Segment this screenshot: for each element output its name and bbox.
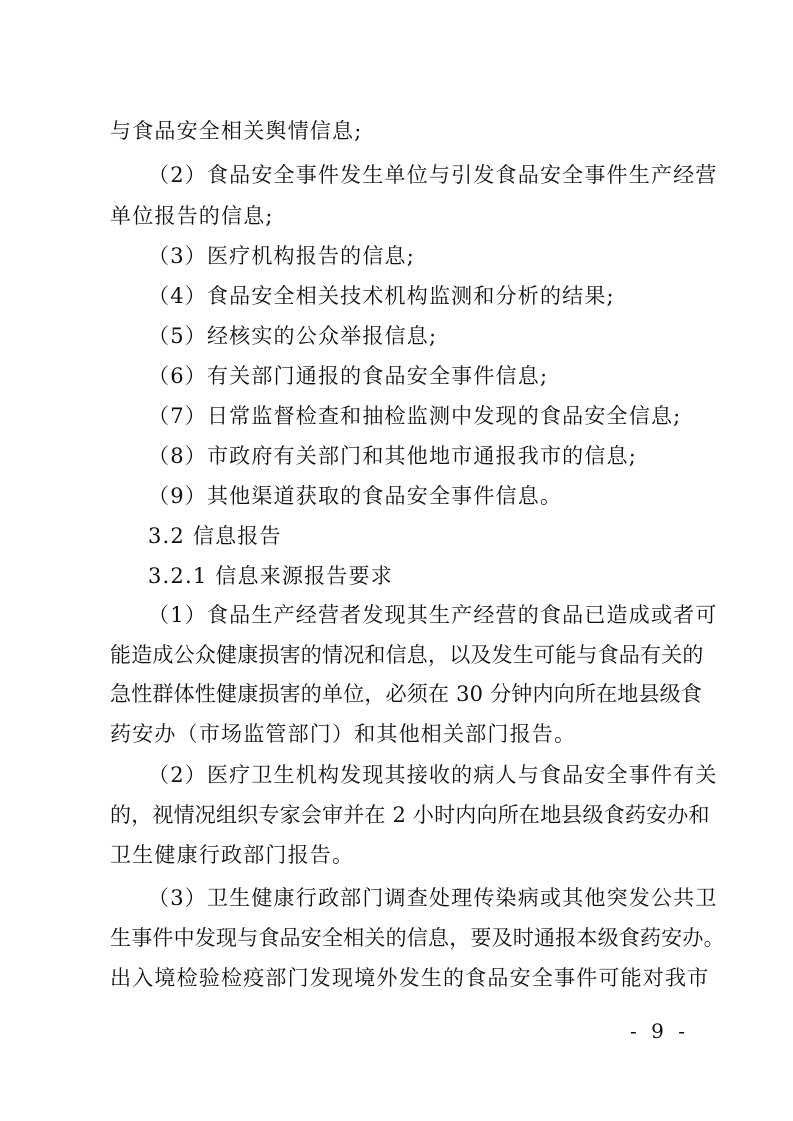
subsection-heading: 3.2.1 信息来源报告要求 — [148, 564, 393, 588]
text-line: 急性群体性健康损害的单位，必须在 30 分钟内向所在地县级食 — [110, 682, 703, 706]
text-line: （2）医疗卫生机构发现其接收的病人与食品安全事件有关 — [148, 763, 718, 787]
text-line: 出入境检验检疫部门发现境外发生的食品安全事件可能对我市 — [110, 966, 710, 990]
text-line: 能造成公众健康损害的情况和信息，以及发生可能与食品有关的 — [110, 643, 704, 667]
text-line: （2）食品安全事件发生单位与引发食品安全事件生产经营 — [148, 163, 718, 187]
text-line: （6）有关部门通报的食品安全事件信息; — [148, 364, 549, 388]
text-line: 药安办（市场监管部门）和其他相关部门报告。 — [110, 722, 577, 746]
text-line: （5）经核实的公众举报信息; — [148, 324, 438, 348]
text-line: （9）其他渠道获取的食品安全事件信息。 — [148, 484, 563, 508]
text-line: （1）食品生产经营者发现其生产经营的食品已造成或者可 — [148, 603, 718, 627]
text-line: 生事件中发现与食品安全相关的信息，要及时通报本级食药安办。 — [110, 926, 725, 950]
text-line: （8）市政府有关部门和其他地市通报我市的信息; — [148, 444, 638, 468]
text-line: （3）卫生健康行政部门调查处理传染病或其他突发公共卫 — [148, 886, 718, 910]
text-line: （4）食品安全相关技术机构监测和分析的结果; — [148, 284, 615, 308]
page-number: - 9 - — [630, 1019, 689, 1043]
text-line: 单位报告的信息; — [110, 204, 274, 228]
text-line: （3）医疗机构报告的信息; — [148, 244, 416, 268]
text-line: （7）日常监督检查和抽检监测中发现的食品安全信息; — [148, 404, 682, 428]
section-heading: 3.2 信息报告 — [148, 524, 282, 548]
text-line: 卫生健康行政部门报告。 — [110, 843, 355, 867]
text-line: 的，视情况组织专家会审并在 2 小时内向所在地县级食药安办和 — [110, 803, 710, 827]
text-line: 与食品安全相关舆情信息; — [110, 119, 363, 143]
